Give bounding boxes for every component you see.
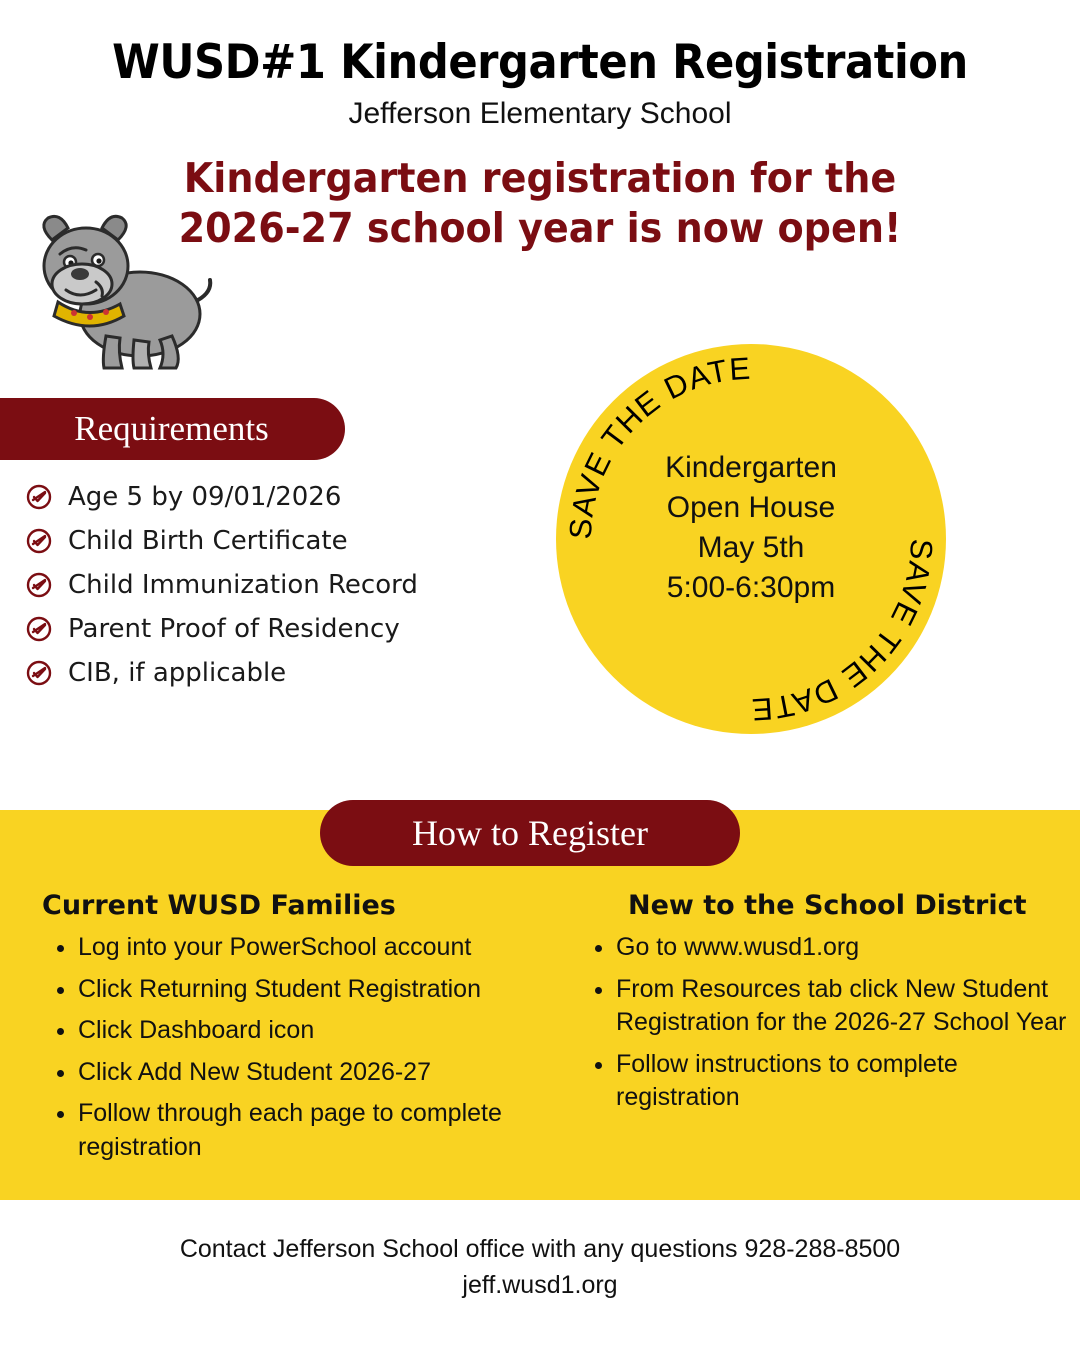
list-item [26, 526, 526, 556]
list-item [26, 658, 526, 688]
check-circle-icon [26, 572, 52, 598]
requirement-label: Child Birth Certificate [68, 526, 348, 556]
headline-line-2: 2026-27 school year is now open! [178, 204, 902, 253]
requirements-list [26, 482, 526, 702]
list-item: • Go to www.wusd1.org [616, 931, 1080, 965]
column-current-families [0, 890, 560, 1172]
column-new-families [560, 890, 1080, 1172]
page-title: WUSD#1 Kindergarten Registration [112, 35, 968, 90]
list-item [26, 482, 526, 512]
check-circle-icon [26, 528, 52, 554]
requirement-label: CIB, if applicable [68, 658, 287, 688]
check-circle-icon [26, 484, 52, 510]
steps-list [42, 931, 560, 1164]
column-title: Current WUSD Families [42, 890, 396, 921]
badge-line-4: 5:00-6:30pm [666, 570, 836, 604]
check-circle-icon [26, 616, 52, 642]
how-to-register-banner [320, 800, 740, 866]
save-the-date-badge [556, 344, 946, 734]
requirement-label: Parent Proof of Residency [68, 614, 400, 644]
column-title: New to the School District [628, 890, 1027, 921]
badge-event-details [556, 448, 946, 608]
badge-line-2: Open House [666, 490, 836, 524]
badge-arc-bottom-text: SAVE THE DATE [749, 537, 940, 728]
school-name: Jefferson Elementary School [348, 97, 732, 131]
list-item: • Click Dashboard icon [78, 1014, 560, 1048]
list-item: • Click Returning Student Registration [78, 973, 560, 1007]
how-to-register-heading: How to Register [412, 813, 648, 853]
bulldog-mascot-icon [22, 196, 232, 406]
headline-line-1: Kindergarten registration for the [183, 154, 897, 203]
list-item: • Follow instructions to complete registration [616, 1048, 1080, 1115]
list-item: • Follow through each page to complete registration [78, 1097, 560, 1164]
check-circle-icon [26, 660, 52, 686]
list-item: • Log into your PowerSchool account [78, 931, 560, 965]
requirements-heading: Requirements [74, 409, 269, 448]
list-item: • Click Add New Student 2026-27 [78, 1056, 560, 1090]
list-item: • From Resources tab click New Student Registration for the 2026-27 School Year [616, 973, 1080, 1040]
badge-line-1: Kindergarten [665, 451, 837, 484]
how-to-register-columns [0, 890, 1080, 1172]
list-item [26, 614, 526, 644]
requirement-label: Child Immunization Record [68, 570, 418, 600]
badge-line-3: May 5th [697, 530, 805, 564]
requirement-label: Age 5 by 09/01/2026 [68, 482, 342, 512]
badge-arc-top-text: SAVE THE DATE [562, 350, 753, 541]
footer-contact-line: Contact Jefferson School office with any questions 928-288-8500 [179, 1235, 901, 1263]
requirements-banner [0, 398, 345, 460]
footer-website-line: jeff.wusd1.org [462, 1270, 618, 1299]
list-item [26, 570, 526, 600]
footer [0, 1232, 1080, 1303]
steps-list [580, 931, 1080, 1115]
